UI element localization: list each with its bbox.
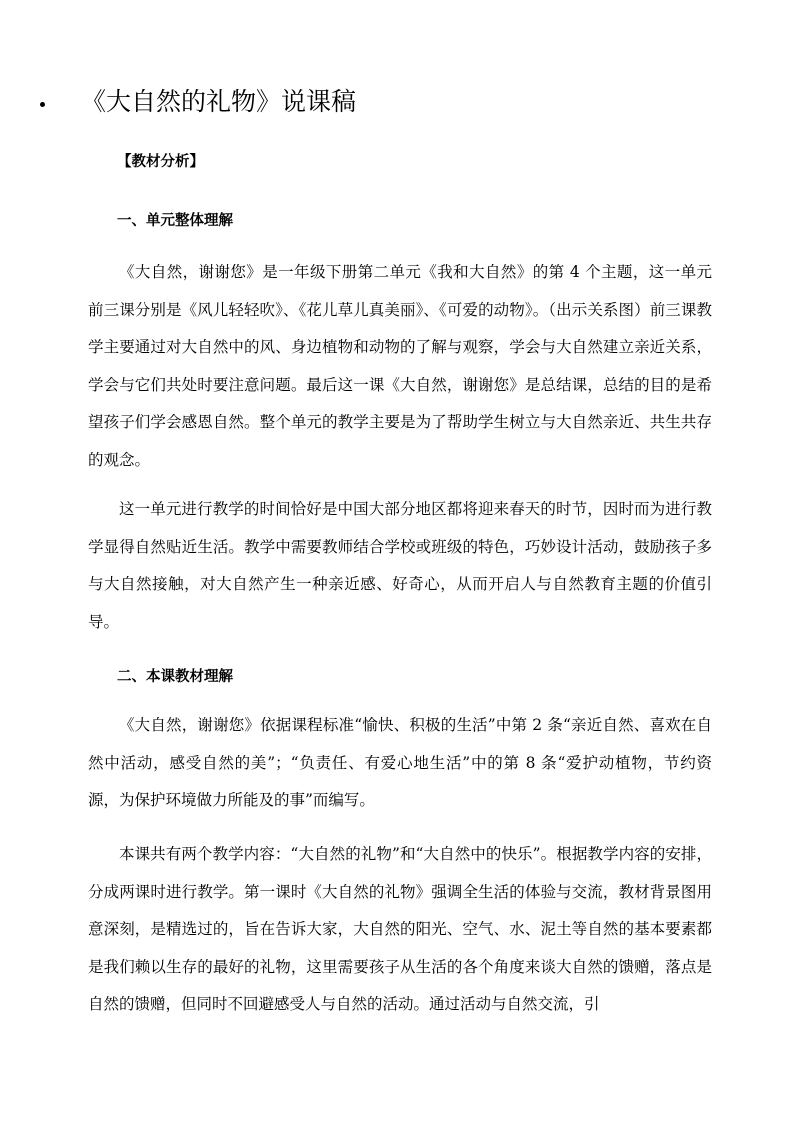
paragraph-unit-timing: 这一单元进行教学的时间恰好是中国大部分地区都将迎来春天的时节，因时而为进行教学显得自然贴近生活。教学中需要教师结合学校或班级的特色，巧妙设计活动，鼓励孩子多与大自然接触，对大自然产生一种亲近感、好奇心，从而开启人与自然教育主题的价值引导。	[88, 500, 712, 631]
bullet-icon	[40, 102, 45, 107]
paragraph-unit-intro: 《大自然，谢谢您》是一年级下册第二单元《我和大自然》的第 4 个主题，这一单元前三课分别是《风儿轻轻吹》、《花儿草儿真美丽》、《可爱的动物》。（出示关系图）前三课教学主要通过对大自然中的风、身边植物和动物的了解与观察，学会与大自然建立亲近关系，学会与它们共处时要注意问题。最后这一课《大自然，谢谢您》是总结课，总结的目的是希望孩子们学会感恩自然。整个单元的教学主要是为了帮助学生树立与大自然亲近、共生共存的观念。	[88, 263, 712, 469]
heading-unit-overview: 一、单元整体理解	[117, 212, 233, 229]
paragraph-lesson-content: 本课共有两个教学内容：“大自然的礼物”和“大自然中的快乐”。根据教学内容的安排，分成两课时进行教学。第一课时《大自然的礼物》强调全生活的体验与交流，教材背景图用意深刻，是精选过的，旨在告诉大家，大自然的阳光、空气、水、泥土等自然的基本要素都是我们赖以生存的最好的礼物，这里需要孩子从生活的各个角度来谈大自然的馈赠，落点是自然的馈赠，但同时不回避感受人与自然的活动。通过活动与自然交流，引	[88, 845, 712, 1013]
document-title: 《大自然的礼物》说课稿	[81, 87, 357, 116]
section-teaching-analysis: 【教材分析】	[117, 153, 204, 170]
heading-lesson-understanding: 二、本课教材理解	[117, 668, 233, 685]
paragraph-curriculum-basis: 《大自然，谢谢您》依据课程标准“愉快、积极的生活”中第 2 条“亲近自然、喜欢在自然中活动，感受自然的美”；“负责任、有爱心地生活”中的第 8 条“爱护动植物，节约资源，为保护环境做力所能及的事”而编写。	[88, 716, 712, 809]
title-row	[40, 80, 356, 120]
